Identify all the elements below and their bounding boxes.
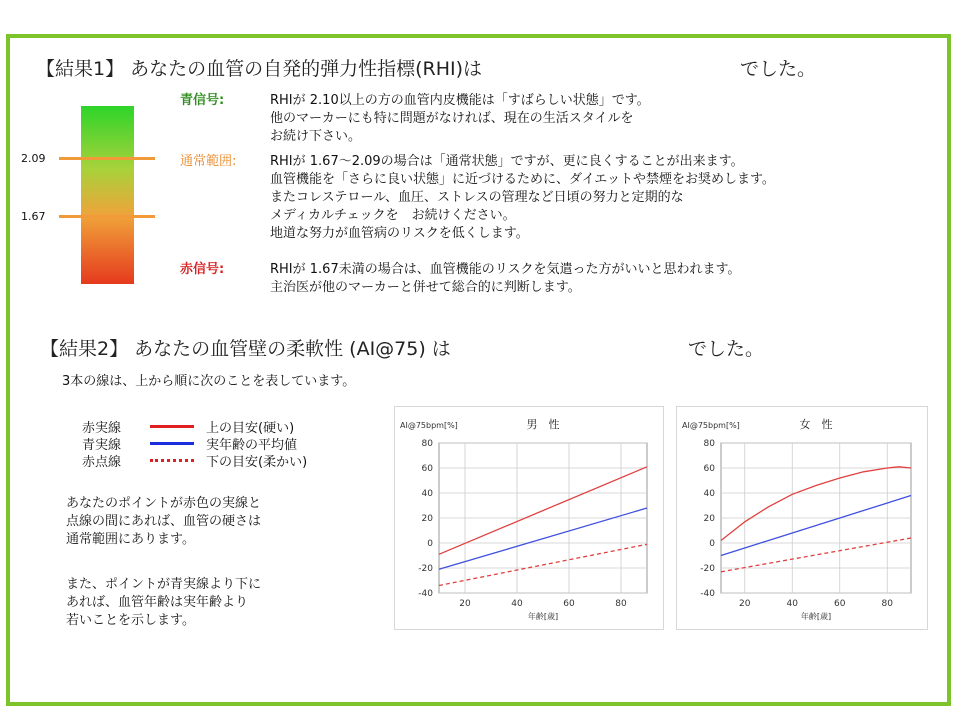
- x-axis-label: 年齢[歳]: [527, 612, 559, 621]
- y-tick-label: 60: [703, 464, 715, 474]
- note-normal-range: [66, 495, 261, 549]
- y-tick-label: 60: [421, 464, 433, 474]
- normal-range-label: 通常範囲:: [180, 154, 237, 169]
- x-tick-label: 20: [739, 599, 751, 609]
- blue-solid-line-swatch: [150, 442, 194, 445]
- red-signal-text: [270, 261, 740, 297]
- y-tick-label: 40: [703, 489, 715, 499]
- y-tick-label: -20: [700, 564, 715, 574]
- blue-signal-text: [270, 92, 650, 146]
- male-ai-chart-svg: [395, 407, 663, 629]
- x-tick-label: 60: [563, 599, 575, 609]
- y-tick-label: 0: [709, 539, 715, 549]
- y-tick-label: 40: [421, 489, 433, 499]
- text-line: 若いことを示します。: [66, 613, 195, 628]
- result2-heading-suffix: でした。: [688, 338, 765, 360]
- chart-title: 女 性: [799, 418, 833, 431]
- legend-desc: 上の目安(硬い): [206, 420, 295, 436]
- result1-heading: 【結果1】 あなたの血管の自発的弾力性指標(RHI)は: [36, 58, 483, 80]
- text-line: RHIが 1.67〜2.09の場合は「通常状態」ですが、更に良くすることが出来ます。: [270, 154, 744, 169]
- y-tick-label: -40: [418, 589, 433, 599]
- gauge-upper-value: 2.09: [21, 152, 46, 165]
- y-axis-label: AI@75bpm[%]: [400, 421, 458, 430]
- text-line: またコレステロール、血圧、ストレスの管理など日頃の努力と定期的な: [270, 190, 684, 205]
- x-tick-label: 40: [786, 599, 798, 609]
- text-line: 通常範囲にあります。: [66, 532, 195, 547]
- x-tick-label: 20: [459, 599, 471, 609]
- gauge-lower-value: 1.67: [21, 210, 46, 223]
- y-tick-label: 20: [703, 514, 715, 524]
- chart-title: 男 性: [526, 418, 560, 431]
- gauge-upper-threshold-line: [59, 157, 155, 160]
- legend-name: 赤点線: [82, 454, 122, 470]
- x-tick-label: 60: [834, 599, 846, 609]
- legend-blue-solid: [82, 434, 297, 452]
- y-axis-label: AI@75bpm[%]: [682, 421, 740, 430]
- text-line: あなたのポイントが赤色の実線と: [66, 496, 262, 511]
- text-line: あれば、血管年齢は実年齢より: [66, 595, 249, 610]
- note-vascular-age: [66, 576, 261, 630]
- x-tick-label: 80: [881, 599, 893, 609]
- chart-male: [394, 406, 664, 630]
- legend-desc: 下の目安(柔かい): [206, 454, 308, 470]
- result2-intro: 3本の線は、上から順に次のことを表しています。: [62, 374, 356, 389]
- y-tick-label: 80: [703, 439, 715, 449]
- y-tick-label: -40: [700, 589, 715, 599]
- x-axis-label: 年齢[歳]: [800, 612, 832, 621]
- legend-red-solid: [82, 417, 294, 435]
- y-tick-label: 20: [421, 514, 433, 524]
- text-line: RHIが 2.10以上の方の血管内皮機能は「すばらしい状態」です。: [270, 93, 650, 108]
- x-tick-label: 80: [615, 599, 627, 609]
- legend-desc: 実年齢の平均値: [206, 437, 298, 453]
- rhi-gauge-bar: [81, 106, 134, 284]
- result1-heading-suffix: でした。: [740, 58, 817, 80]
- red-dotted-line-swatch: [150, 459, 194, 462]
- text-line: メディカルチェックを お続けください。: [270, 208, 516, 223]
- female-ai-chart-svg: [677, 407, 927, 629]
- legend-red-dotted: [82, 451, 307, 469]
- text-line: お続け下さい。: [270, 129, 362, 144]
- y-tick-label: -20: [418, 564, 433, 574]
- legend-name: 赤実線: [82, 420, 122, 436]
- gauge-lower-threshold-line: [59, 215, 155, 218]
- x-tick-label: 40: [511, 599, 523, 609]
- blue-signal-label: 青信号:: [180, 93, 225, 108]
- text-line: 地道な努力が血管病のリスクを低くします。: [270, 226, 529, 241]
- result2-heading: 【結果2】 あなたの血管壁の柔軟性 (AI@75) は: [40, 338, 451, 360]
- text-line: RHIが 1.67未満の場合は、血管機能のリスクを気遣った方がいいと思われます。: [270, 262, 741, 277]
- text-line: 血管機能を「さらに良い状態」に近づけるために、ダイエットや禁煙をお奨めします。: [270, 172, 775, 187]
- text-line: 主治医が他のマーカーと併せて総合的に判断します。: [270, 280, 581, 295]
- y-tick-label: 80: [421, 439, 433, 449]
- legend-name: 青実線: [82, 437, 122, 453]
- y-tick-label: 0: [427, 539, 433, 549]
- red-solid-line-swatch: [150, 425, 194, 428]
- text-line: 他のマーカーにも特に問題がなければ、現在の生活スタイルを: [270, 111, 634, 126]
- text-line: 点線の間にあれば、血管の硬さは: [66, 514, 262, 529]
- normal-range-text: [270, 153, 775, 243]
- text-line: また、ポイントが青実線より下に: [66, 577, 262, 592]
- red-signal-label: 赤信号:: [180, 262, 225, 277]
- chart-female: [676, 406, 928, 630]
